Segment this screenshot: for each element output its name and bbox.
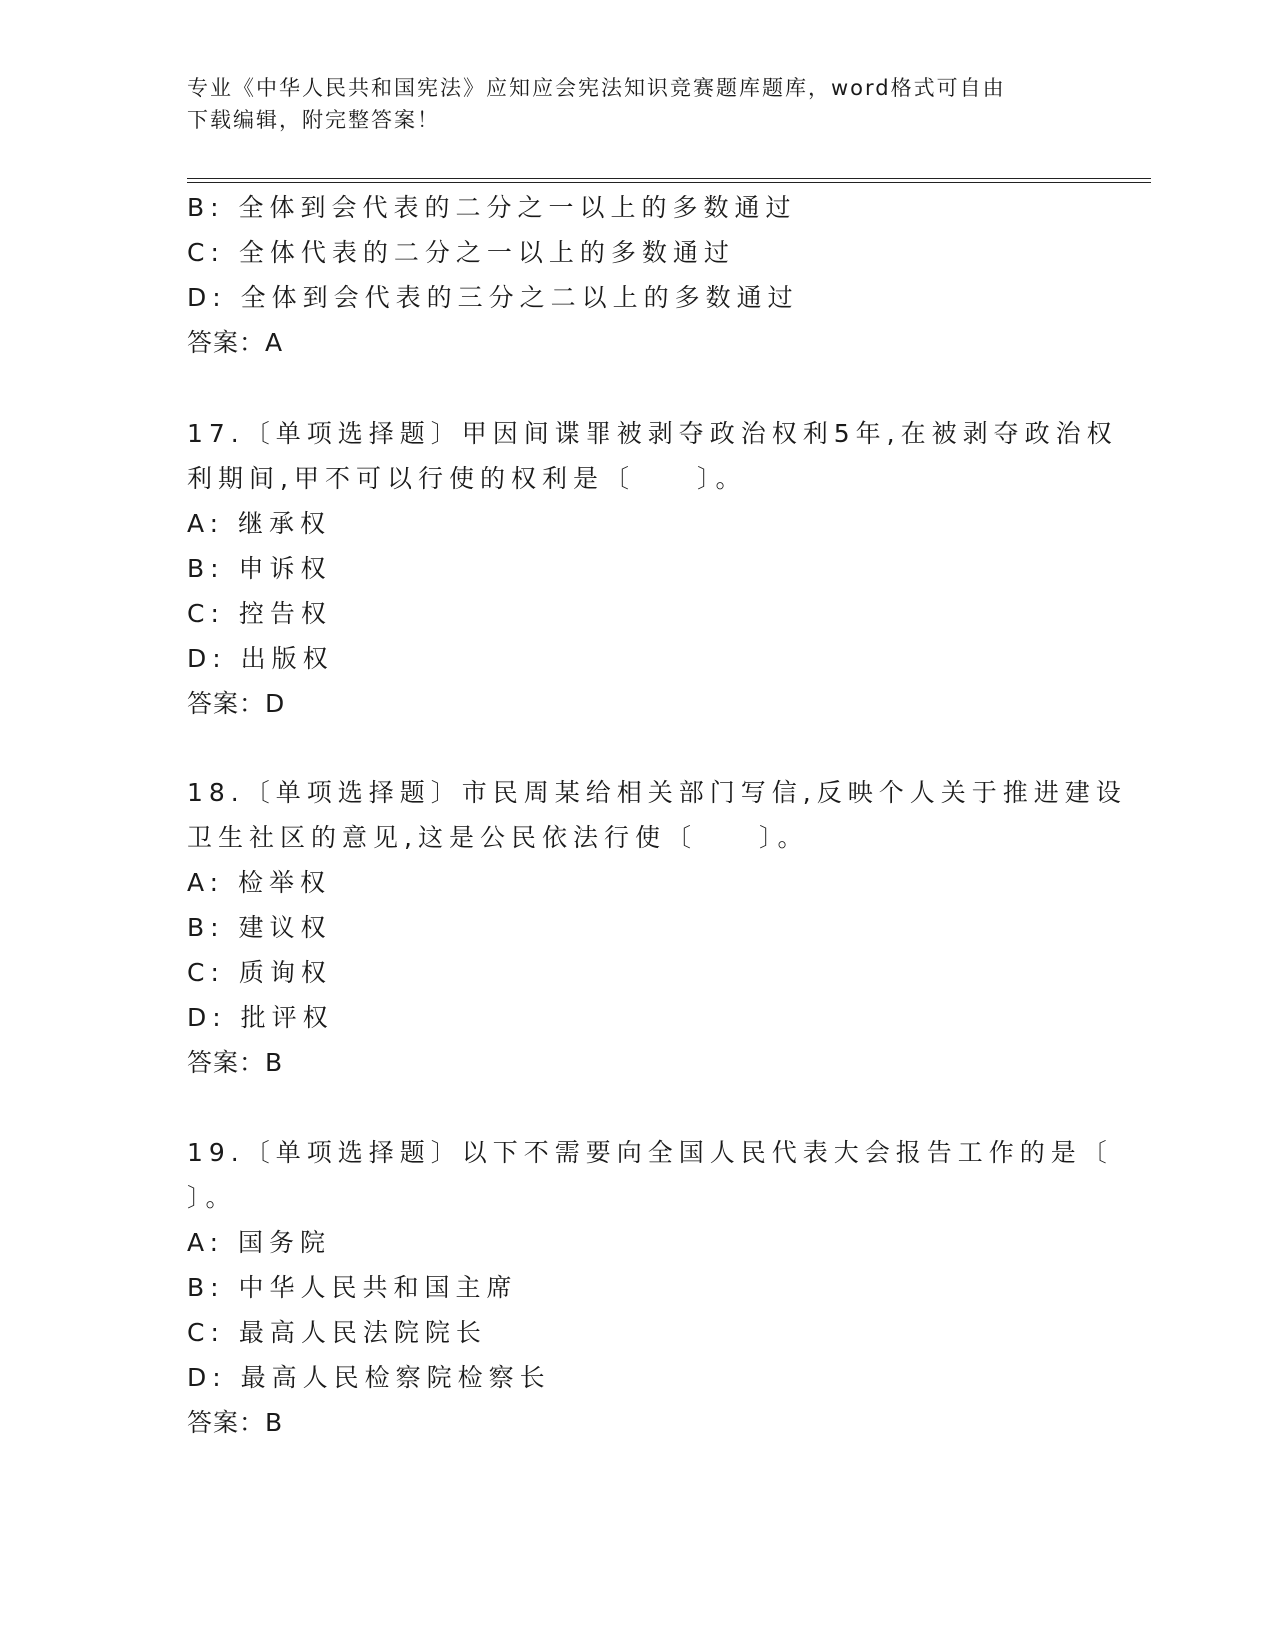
q18-option-b: B: 建议权 — [187, 913, 332, 942]
q18-option-d: D: 批评权 — [187, 1003, 334, 1032]
q19-question-line-2: 〕。 — [187, 1183, 237, 1212]
q18-option-c: C: 质询权 — [187, 958, 332, 987]
q18-question-line-1: 18.〔单项选择题〕市民周某给相关部门写信,反映个人关于推进建设 — [187, 778, 1127, 807]
q19-question-line-1: 19.〔单项选择题〕以下不需要向全国人民代表大会报告工作的是〔 — [187, 1138, 1113, 1167]
q16-option-b: B: 全体到会代表的二分之一以上的多数通过 — [187, 193, 797, 222]
q18-question-line-2: 卫生社区的意见,这是公民依法行使〔 〕。 — [187, 823, 809, 852]
header-divider-top — [187, 178, 1151, 179]
header-line-2: 下载编辑，附完整答案！ — [187, 108, 440, 132]
header-divider-bottom — [187, 182, 1151, 183]
header-line-1: 专业《中华人民共和国宪法》应知应会宪法知识竞赛题库题库，word格式可自由 — [187, 76, 1006, 100]
q17-question-line-1: 17.〔单项选择题〕甲因间谍罪被剥夺政治权利5年,在被剥夺政治权 — [187, 419, 1118, 448]
q17-question-line-2: 利期间,甲不可以行使的权利是〔 〕。 — [187, 464, 747, 493]
q19-option-a: A: 国务院 — [187, 1228, 332, 1257]
q16-option-d: D: 全体到会代表的三分之二以上的多数通过 — [187, 283, 799, 312]
q17-option-c: C: 控告权 — [187, 599, 332, 628]
q17-option-a: A: 继承权 — [187, 509, 332, 538]
q19-option-b: B: 中华人民共和国主席 — [187, 1273, 518, 1302]
q17-answer: 答案：D — [187, 689, 286, 718]
q17-option-d: D: 出版权 — [187, 644, 334, 673]
q18-answer: 答案：B — [187, 1048, 284, 1077]
document-header — [187, 72, 1067, 136]
q16-option-c: C: 全体代表的二分之一以上的多数通过 — [187, 238, 735, 267]
q19-answer: 答案：B — [187, 1408, 284, 1437]
q18-option-a: A: 检举权 — [187, 868, 332, 897]
q19-option-d: D: 最高人民检察院检察长 — [187, 1363, 551, 1392]
q17-option-b: B: 申诉权 — [187, 554, 332, 583]
q19-option-c: C: 最高人民法院院长 — [187, 1318, 487, 1347]
q16-answer: 答案：A — [187, 328, 284, 357]
